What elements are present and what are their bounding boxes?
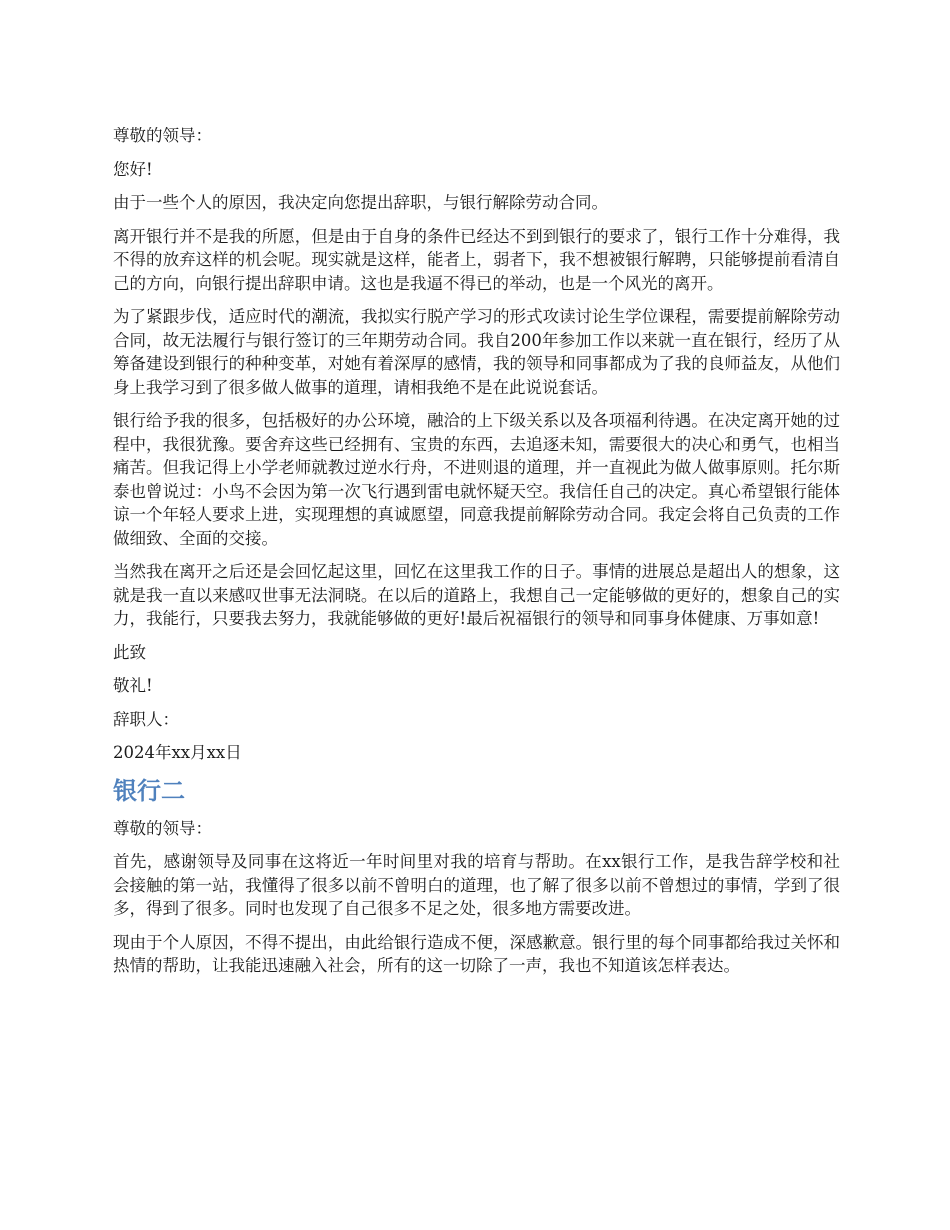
body-paragraph: 为了紧跟步伐，适应时代的潮流，我拟实行脱产学习的形式攻读讨论生学位课程，需要提前解除劳动合同，故无法履行与银行签订的三年期劳动合同。我自200年参加工作以来就一直在银行，经历了从筹备建设到银行的种种变革，对她有着深厚的感情，我的领导和同事都成为了我的良师益友，从他们身上我学习到了很多做人做事的道理，请相我绝不是在此说说套话。 <box>113 307 840 397</box>
date: 2024年xx月xx日 <box>113 743 242 762</box>
document-page <box>113 124 840 988</box>
signature-label: 辞职人： <box>113 709 179 729</box>
body-paragraph: 离开银行并不是我的所愿，但是由于自身的条件已经达不到到银行的要求了，银行工作十分难得，我不得的放弃这样的机会呢。现实就是这样，能者上，弱者下，我不想被银行解聘，只能够提前看清自己的方向，向银行提出辞职申请。这也是我逼不得已的举动，也是一个风光的离开。 <box>113 226 840 293</box>
body-paragraph: 当然我在离开之后还是会回忆起这里，回忆在这里我工作的日子。事情的进展总是超出人的想象，这就是我一直以来感叹世事无法洞晓。在以后的道路上，我想自己一定能够做的更好的，想象自己的实力，我能行，只要我去努力，我就能够做的更好!最后祝福银行的领导和同事身体健康、万事如意! <box>113 562 840 628</box>
greeting: 您好! <box>113 159 153 179</box>
body-paragraph: 银行给予我的很多，包括极好的办公环境，融洽的上下级关系以及各项福利待遇。在决定离开她的过程中，我很犹豫。要舍弃这些已经拥有、宝贵的东西，去追逐未知，需要很大的决心和勇气，也相当痛苦。但我记得上小学老师就教过逆水行舟，不进则退的道理，并一直视此为做人做事原则。托尔斯泰也曾说过：小鸟不会因为第一次飞行遇到雷电就怀疑天空。我信任自己的决定。真心希望银行能体谅一个年轻人要求上进，实现理想的真诚愿望，同意我提前解除劳动合同。我定会将自己负责的工作做细致、全面的交接。 <box>113 411 840 548</box>
closing: 此致 <box>113 642 146 662</box>
salutation: 尊敬的领导： <box>113 126 212 145</box>
section-heading: 银行二 <box>113 776 185 805</box>
body-paragraph: 首先，感谢领导及同事在这将近一年时间里对我的培育与帮助。在xx银行工作，是我告辞学校和社会接触的第一站，我懂得了很多以前不曾明白的道理，也了解了很多以前不曾想过的事情，学到了很多，得到了很多。同时也发现了自己很多不足之处，很多地方需要改进。 <box>113 852 840 918</box>
salutation: 尊敬的领导： <box>113 818 212 838</box>
body-paragraph: 现由于个人原因，不得不提出，由此给银行造成不便，深感歉意。银行里的每个同事都给我过关怀和热情的帮助，让我能迅速融入社会，所有的这一切除了一声，我也不知道该怎样表达。 <box>113 932 840 975</box>
regards: 敬礼! <box>113 676 153 695</box>
body-paragraph: 由于一些个人的原因，我决定向您提出辞职，与银行解除劳动合同。 <box>113 193 608 212</box>
